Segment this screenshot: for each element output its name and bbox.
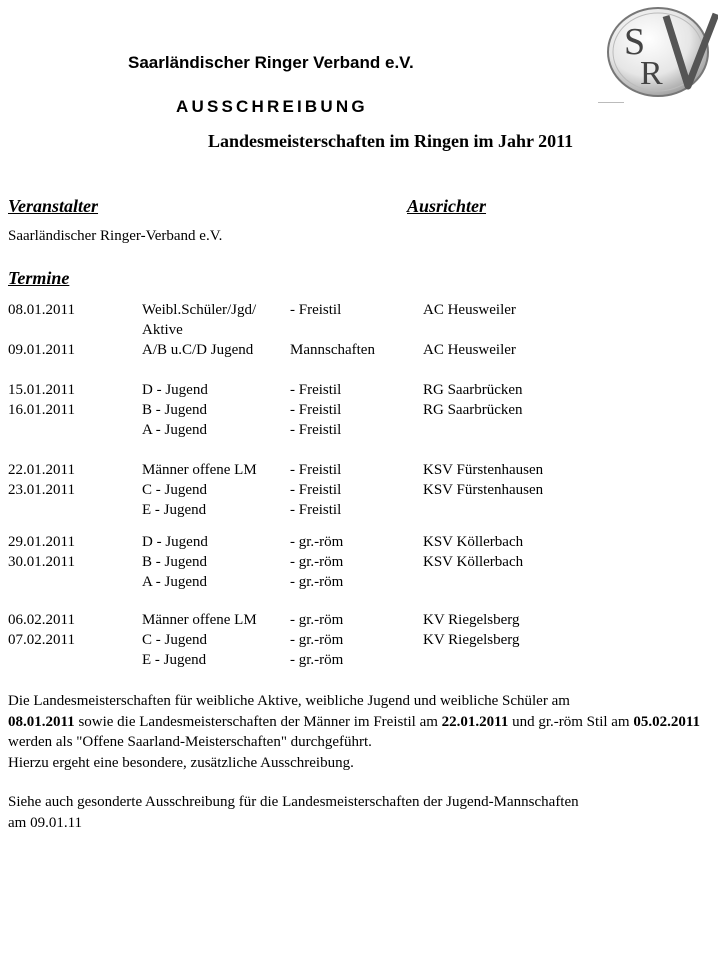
schedule-host: KV Riegelsberg <box>423 632 520 648</box>
schedule-date: 30.01.2011 <box>8 554 75 570</box>
logo-letter-s: S <box>624 21 646 63</box>
document-title: AUSSCHREIBUNG <box>176 97 368 116</box>
schedule-category: Weibl.Schüler/Jgd/ <box>142 302 257 318</box>
schedule-style: Mannschaften <box>290 342 375 358</box>
paragraph-text: und gr.-röm Stil am <box>508 713 634 730</box>
schedule-row <box>0 572 720 592</box>
schedule-host: AC Heusweiler <box>423 302 516 318</box>
schedule-row <box>0 320 720 340</box>
logo-letter-r: R <box>640 55 663 92</box>
schedule-row <box>0 500 720 520</box>
schedule-style: - Freistil <box>290 382 342 398</box>
paragraph-text: Siehe auch gesonderte Ausschreibung für die Landesmeisterschaften der Jugend-Mannschaften <box>8 794 579 810</box>
schedule-row <box>0 480 720 500</box>
schedule-host: RG Saarbrücken <box>423 382 523 398</box>
schedule-host: KSV Fürstenhausen <box>423 482 544 498</box>
schedule-style: - gr.-röm <box>290 632 344 648</box>
schedule-host: RG Saarbrücken <box>423 402 523 418</box>
schedule-date: 15.01.2011 <box>8 382 75 398</box>
schedule-row <box>0 650 720 670</box>
schedule-category: D - Jugend <box>142 382 208 398</box>
ausrichter-heading: Ausrichter <box>407 196 487 216</box>
document-subtitle: Landesmeisterschaften im Ringen im Jahr 2011 <box>208 131 574 151</box>
termine-heading: Termine <box>8 268 70 288</box>
schedule-category: A - Jugend <box>142 574 207 590</box>
schedule-category: C - Jugend <box>142 632 207 648</box>
schedule-style: - Freistil <box>290 402 342 418</box>
schedule-host: KSV Köllerbach <box>423 534 524 550</box>
schedule-style: - Freistil <box>290 482 342 498</box>
schedule-row <box>0 532 720 552</box>
schedule-style: - gr.-röm <box>290 554 344 570</box>
schedule-row <box>0 420 720 440</box>
date-highlight: 22.01.2011 <box>441 713 509 730</box>
divider <box>598 102 624 103</box>
schedule-category: B - Jugend <box>142 554 207 570</box>
schedule-category: A/B u.C/D Jugend <box>142 342 254 358</box>
schedule-date: 23.01.2011 <box>8 482 75 498</box>
schedule-category: Männer offene LM <box>142 462 257 478</box>
schedule-style: - Freistil <box>290 302 342 318</box>
schedule-row <box>0 552 720 572</box>
srv-logo <box>604 4 718 100</box>
schedule-style: - gr.-röm <box>290 652 344 668</box>
date-highlight: 08.01.2011 <box>8 713 75 730</box>
schedule-style: - gr.-röm <box>290 574 344 590</box>
schedule-row <box>0 380 720 400</box>
schedule-category: D - Jugend <box>142 534 208 550</box>
schedule-date: 06.02.2011 <box>8 612 75 628</box>
schedule-date: 29.01.2011 <box>8 534 75 550</box>
schedule-row <box>0 400 720 420</box>
schedule-row <box>0 300 720 320</box>
paragraph-team-championships <box>8 792 708 833</box>
schedule-date: 22.01.2011 <box>8 462 75 478</box>
schedule-style: - gr.-röm <box>290 534 344 550</box>
schedule-category: Aktive <box>142 322 183 338</box>
schedule-row <box>0 340 720 360</box>
schedule-row <box>0 630 720 650</box>
schedule-host: AC Heusweiler <box>423 342 516 358</box>
schedule-date: 09.01.2011 <box>8 342 75 358</box>
paragraph-text: sowie die Landesmeisterschaften der Männer im Freistil am <box>74 713 442 730</box>
paragraph-text: am 09.01.11 <box>8 814 83 831</box>
schedule-category: B - Jugend <box>142 402 207 418</box>
schedule-style: - gr.-röm <box>290 612 344 628</box>
logo-letter-v: V <box>664 74 665 75</box>
schedule-category: E - Jugend <box>142 652 207 668</box>
schedule-style: - Freistil <box>290 502 342 518</box>
schedule-style: - Freistil <box>290 422 342 438</box>
date-highlight: 05.02.2011 <box>633 713 701 730</box>
schedule-category: A - Jugend <box>142 422 207 438</box>
paragraph-text: Hierzu ergeht eine besondere, zusätzliche Ausschreibung. <box>8 754 354 771</box>
paragraph-open-championships <box>8 691 708 773</box>
schedule-category: C - Jugend <box>142 482 207 498</box>
paragraph-text: werden als "Offene Saarland-Meisterschaften" durchgeführt. <box>8 734 372 750</box>
schedule-host: KV Riegelsberg <box>423 612 520 628</box>
schedule-host: KSV Köllerbach <box>423 554 524 570</box>
paragraph-text: Die Landesmeisterschaften für weibliche Aktive, weibliche Jugend und weibliche Schüler am <box>8 693 570 709</box>
veranstalter-heading: Veranstalter <box>8 196 99 216</box>
organization-name: Saarländischer Ringer Verband e.V. <box>128 53 414 72</box>
schedule-row <box>0 610 720 630</box>
schedule-category: Männer offene LM <box>142 612 257 628</box>
schedule-category: E - Jugend <box>142 502 207 518</box>
schedule-row <box>0 460 720 480</box>
veranstalter-text: Saarländischer Ringer-Verband e.V. <box>8 228 223 244</box>
schedule-date: 07.02.2011 <box>8 632 75 648</box>
schedule-style: - Freistil <box>290 462 342 478</box>
schedule-host: KSV Fürstenhausen <box>423 462 544 478</box>
schedule-date: 16.01.2011 <box>8 402 75 418</box>
schedule-date: 08.01.2011 <box>8 302 75 318</box>
